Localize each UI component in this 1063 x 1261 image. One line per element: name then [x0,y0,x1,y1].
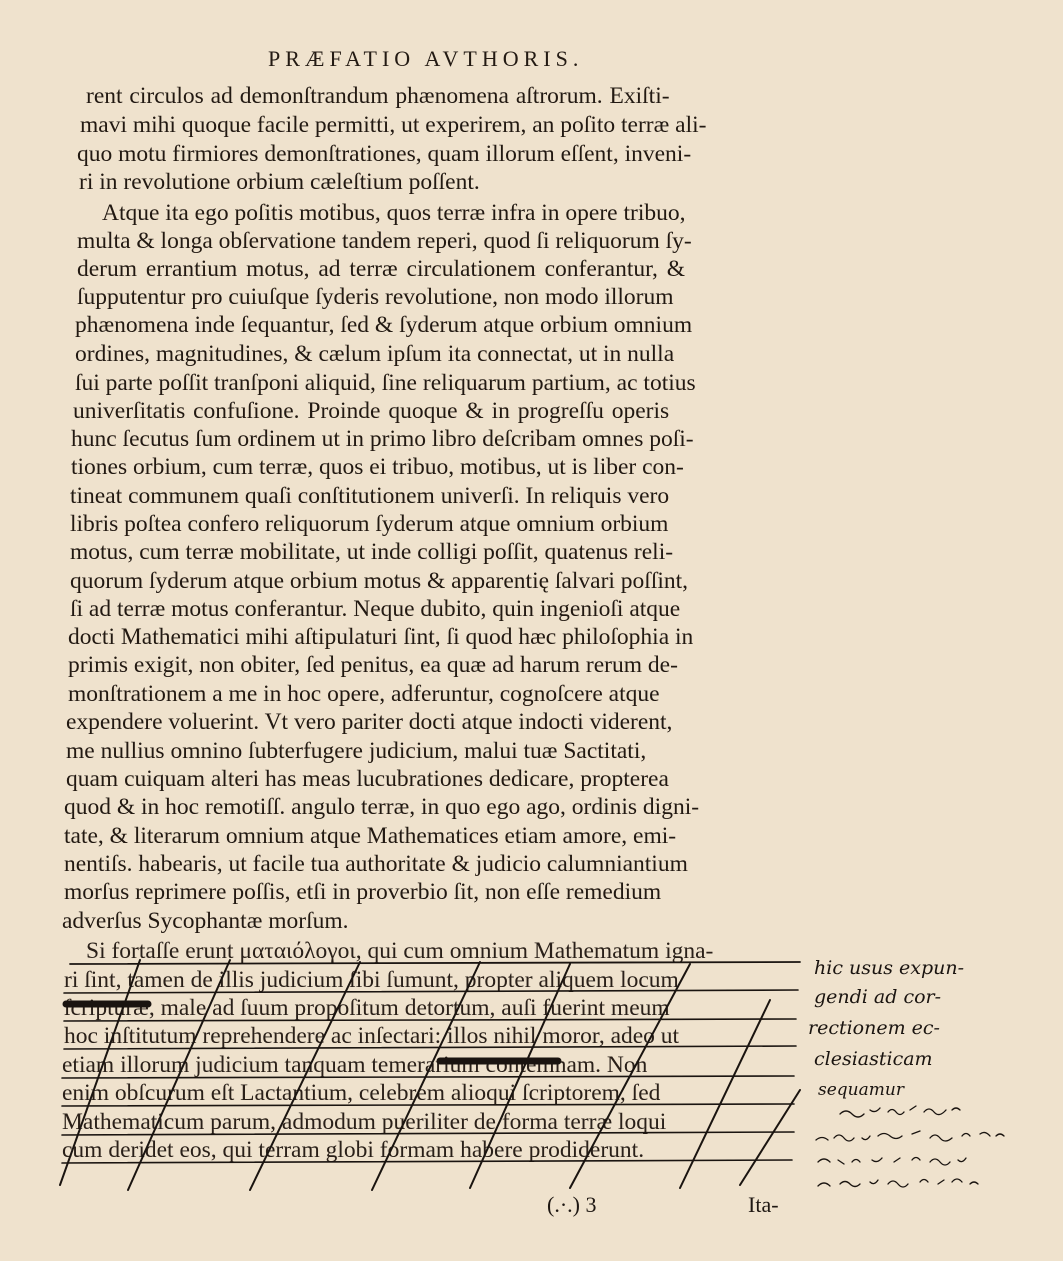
text-line: tineat communem quaſi conſtitutionem univerſi. In reliquis vero [70,483,670,509]
text-line: derum errantium motus, ad terræ circulationem conferantur, & [77,256,686,282]
text-line: ordines, magnitudines, & cælum ipſum ita connectat, ut in nulla [75,341,675,367]
margin-note-line: clesiasticam [814,1048,933,1070]
text-line: quorum ſyderum atque orbium motus & apparentię ſalvari poſſint, [70,568,689,594]
text-line: monſtrationem a me in hoc opere, adferuntur, cognoſcere atque [68,681,660,707]
text-line: libris poſtea confero reliquorum ſyderum atque omnium orbium [70,511,669,537]
struck-text-line: enim obſcurum eſt Lactantium, celebrem alioqui ſcriptorem, ſed [62,1080,661,1106]
struck-text-line: etiam illorum judicium tanquam temerarium contemnam. Non [62,1052,648,1078]
text-line: hunc ſecutus ſum ordinem ut in primo libro deſcribam omnes poſi- [71,426,694,452]
text-line: tiones orbium, cum terræ, quos ei tribuo, motibus, ut is liber con- [71,454,684,480]
catchword: Ita- [748,1192,779,1217]
margin-note-line: rectionem ec- [808,1017,940,1039]
text-line: quam cuiquam alteri has meas lucubrationes dedicare, propterea [66,766,669,792]
text-line: univerſitatis confuſione. Proinde quoque & in progreſſu operis [73,398,670,424]
text-line: ri in revolutione orbium cæleſtium poſſent. [79,169,480,195]
text-line: quo motu firmiores demonſtrationes, quam illorum eſſent, inveni- [77,141,692,167]
margin-note-line: sequamur [818,1080,904,1100]
text-line: morſus reprimere poſſis, etſi in proverbio ſit, non eſſe remedium [64,879,662,905]
struck-text-line: Si fortaſſe erunt ματαιόλογοι, qui cum omnium Mathematum igna- [86,938,714,964]
text-line: me nullius omnino ſubterfugere judicium, malui tuæ Sactitati, [66,738,647,764]
struck-text-line: ſcripturæ, male ad ſuum propoſitum detortum, auſi fuerint meum [64,995,670,1021]
struck-text-line: hoc inſtitutum reprehendere ac inſectari: illos nihil moror, adeo ut [64,1023,680,1049]
text-line: tate, & literarum omnium atque Mathematices etiam amore, emi- [64,823,677,849]
text-line: Atque ita ego poſitis motibus, quos terræ infra in opere tribuo, [102,200,686,226]
text-line: mavi mihi quoque facile permitti, ut experirem, an poſito terræ ali- [80,112,707,138]
text-line: expendere voluerint. Vt vero pariter docti atque indocti viderent, [66,709,673,735]
text-line: multa & longa obſervatione tandem reperi, quod ſi reliquorum ſy- [77,228,692,254]
text-line: motus, cum terræ mobilitate, ut inde colligi poſſit, quatenus reli- [70,539,674,565]
text-line: quod & in hoc remotiſſ. angulo terræ, in quo ego ago, ordinis digni- [64,794,700,820]
text-line: nentiſs. habearis, ut facile tua authoritate & judicio calumniantium [64,851,688,877]
text-line: docti Mathematici mihi aſtipulaturi ſint, ſi quod hæc philoſophia in [68,624,694,650]
struck-text-line: Mathematicum parum, admodum pueriliter de forma terræ loqui [62,1109,667,1135]
text-line: rent circulos ad demonſtrandum phænomena aſtrorum. Exiſti- [86,83,670,109]
running-head: PRÆFATIO AVTHORIS. [268,46,584,71]
text-line: adverſus Sycophantæ morſum. [62,908,349,934]
text-line: ſi ad terræ motus conferantur. Neque dubito, quin ingenioſi atque [70,596,681,622]
struck-text-line: ri ſint, tamen de illis judicium ſibi ſumunt, propter aliquem locum [64,967,679,993]
margin-note-line: gendi ad cor- [814,986,942,1008]
text-line: ſupputentur pro cuiuſque ſyderis revolutione, non modo illorum [77,284,674,310]
signature-mark: (.·.) 3 [547,1192,597,1217]
text-line: ſui parte poſſit tranſponi aliquid, ſine reliquarum partium, ac totius [75,370,696,396]
text-line: primis exigit, non obiter, ſed penitus, ea quæ ad harum rerum de- [68,652,678,678]
struck-text-line: cum deridet eos, qui terram globi formam habere prodiderunt. [62,1137,645,1163]
margin-note-line: hic usus expun- [814,957,965,979]
text-line: phænomena inde ſequantur, ſed & ſyderum atque orbium omnium [75,312,693,338]
